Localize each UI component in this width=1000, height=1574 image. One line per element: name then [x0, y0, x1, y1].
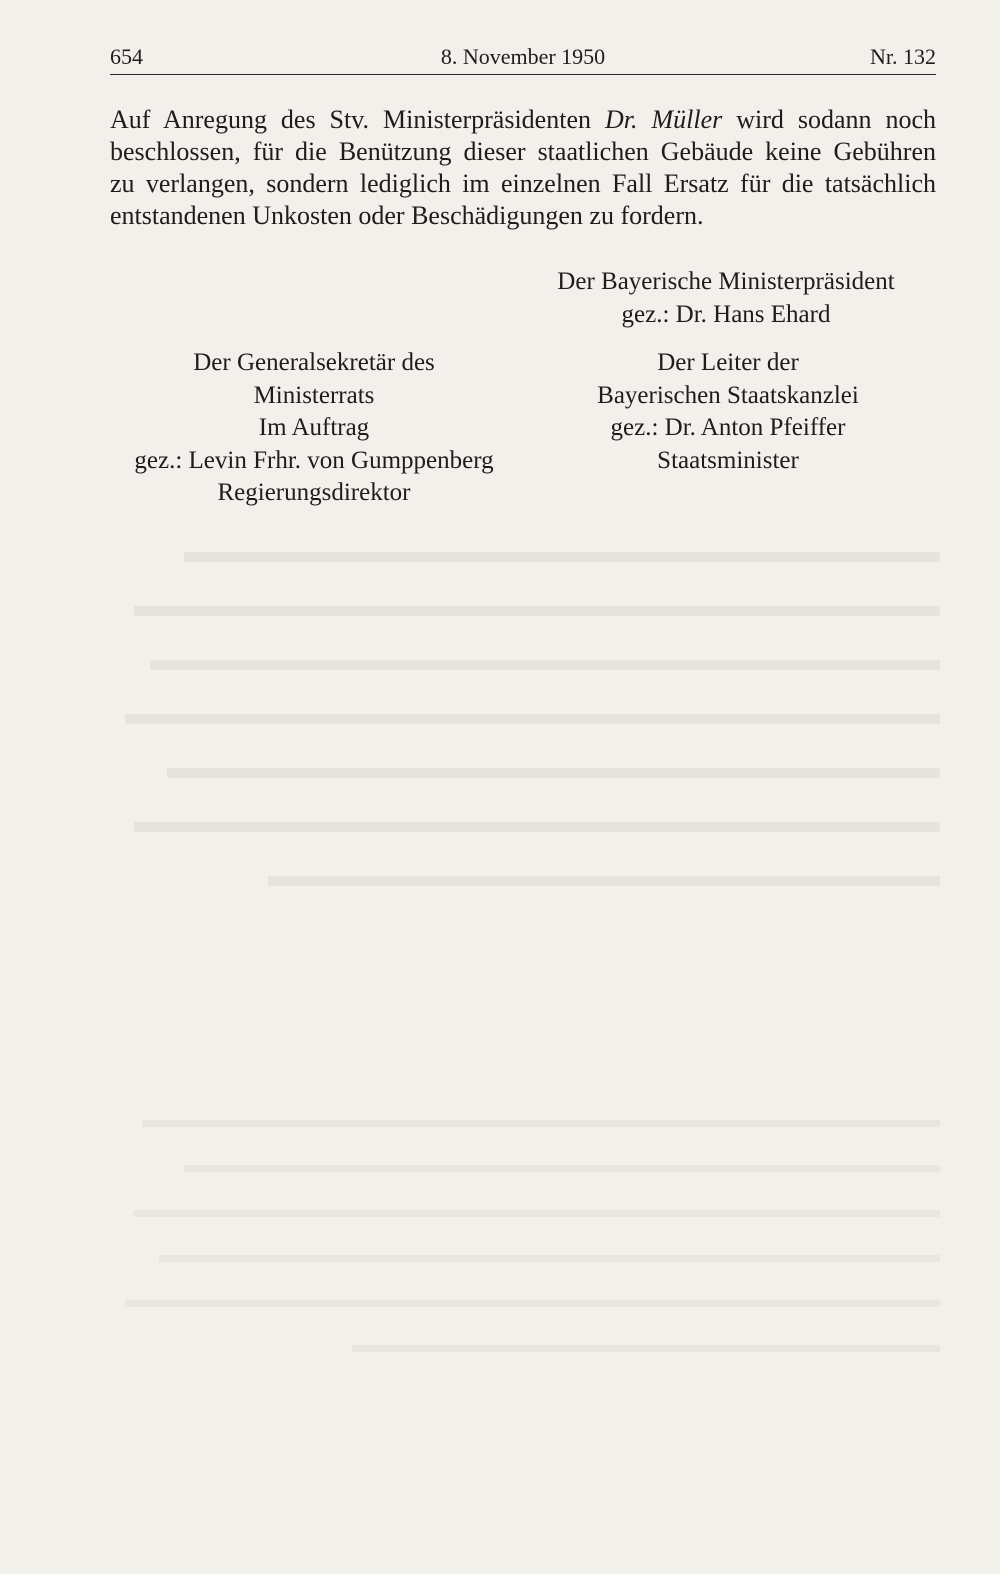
signatory-title: Der Generalsekretär des [193, 349, 435, 376]
name-emphasis: Dr. Müller [604, 105, 723, 134]
signatory-name: gez.: Dr. Hans Ehard [621, 300, 831, 328]
signatory-mandate: Im Auftrag [258, 414, 370, 441]
paragraph-line: Auf Anregung des Stv. Ministerpräsidenten Dr. Müller wird sodann noch [110, 105, 937, 134]
running-header [110, 40, 936, 74]
signature-state-chancellery [584, 347, 872, 477]
header-date: 8. November 1950 [440, 44, 606, 69]
paragraph-line: zu verlangen, sondern lediglich im einzelnen Fall Ersatz für die tatsächlich [110, 169, 936, 198]
body-paragraph [110, 104, 936, 232]
signatory-title: Ministerrats [253, 381, 375, 409]
signatory-role: Regierungsdirektor [217, 479, 411, 506]
signatory-title: Der Leiter der [657, 349, 799, 376]
signatory-role: Staatsminister [657, 446, 799, 474]
header-rule [110, 74, 936, 75]
paragraph-line: entstandenen Unkosten oder Beschädigungen zu fordern. [110, 201, 704, 230]
signatory-title: Bayerischen Staatskanzlei [597, 381, 859, 409]
protocol-number: Nr. 132 [870, 44, 936, 69]
paragraph-line: beschlossen, für die Benützung dieser staatlichen Gebäude keine Gebühren [110, 137, 936, 166]
signatory-name: gez.: Levin Frhr. von Gumppenberg [134, 446, 494, 474]
signatory-name: gez.: Dr. Anton Pfeiffer [610, 414, 846, 441]
signature-general-secretary [104, 347, 524, 510]
signatory-title: Der Bayerische Ministerpräsident [557, 268, 895, 295]
page-number: 654 [110, 44, 143, 69]
signature-minister-president [546, 266, 906, 331]
